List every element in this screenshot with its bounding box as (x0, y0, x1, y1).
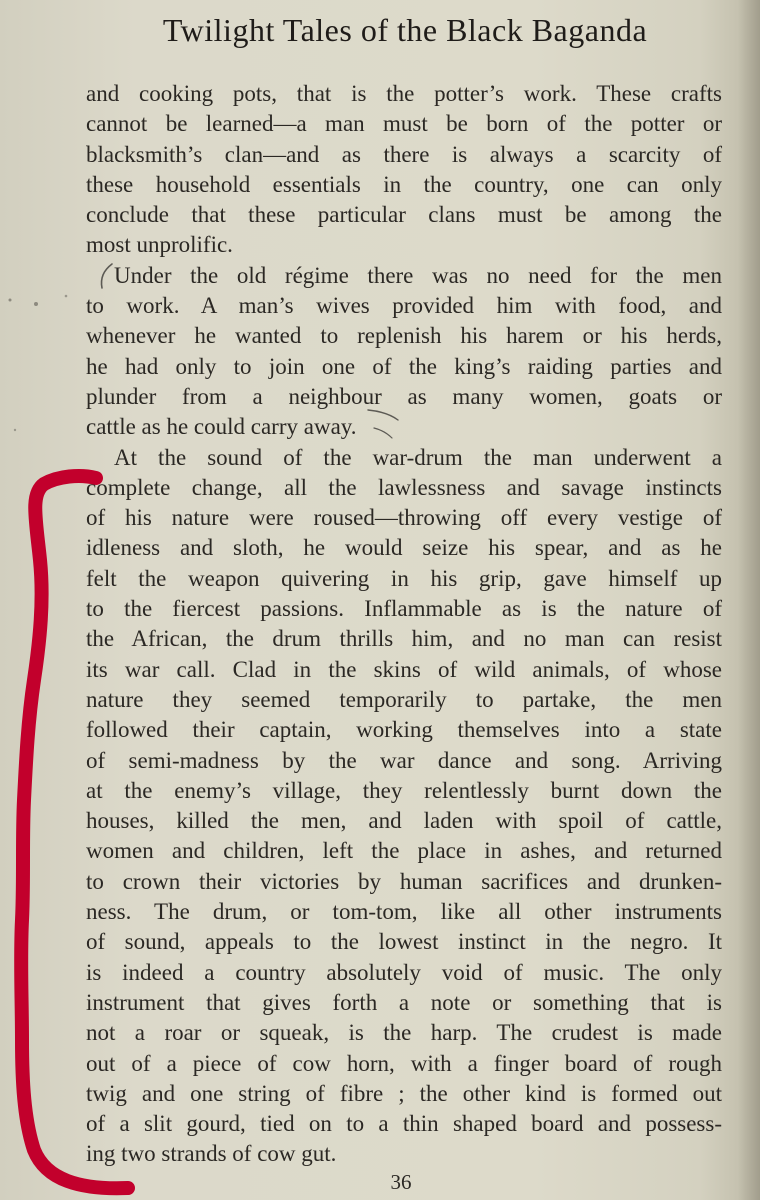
text-line: most unprolific. (86, 232, 233, 258)
text-line: to crown their victories by human sacrifices and drunken- (86, 868, 722, 894)
text-line: of sound, appeals to the lowest instinct in the negro. It (86, 929, 722, 955)
text-line: the African, the drum thrills him, and no man can resist (86, 626, 722, 652)
text-line: ness. The drum, or tom-tom, like all other instruments (86, 899, 722, 925)
text-line: of semi-madness by the war dance and song. Arriving (86, 747, 722, 773)
body-text (86, 79, 722, 1170)
text-line: followed their captain, working themselves into a state (86, 717, 722, 743)
text-line: is indeed a country absolutely void of music. The only (86, 959, 722, 985)
text-line: of a slit gourd, tied on to a thin shaped board and possess- (86, 1111, 722, 1137)
text-line: instrument that gives forth a note or something that is (86, 989, 722, 1015)
text-line: twig and one string of fibre ; the other kind is formed out (86, 1080, 722, 1106)
text-line: cannot be learned—a man must be born of the potter or (86, 111, 722, 137)
text-line: houses, killed the men, and laden with spoil of cattle, (86, 808, 722, 834)
text-line: felt the weapon quivering in his grip, gave himself up (86, 565, 722, 591)
text-line: plunder from a neighbour as many women, goats or (86, 383, 722, 409)
text-line: cattle as he could carry away. (86, 414, 357, 440)
page-number: 36 (390, 1170, 412, 1194)
text-line: to the fiercest passions. Inflammable as is the nature of (86, 596, 722, 622)
text-line: he had only to join one of the king’s raiding parties and (86, 353, 722, 379)
text-line: At the sound of the war-drum the man underwent a (114, 444, 722, 470)
text-line: nature they seemed temporarily to partake, the men (86, 686, 722, 712)
text-line: idleness and sloth, he would seize his spear, and as he (86, 535, 722, 561)
text-line: of his nature were roused—throwing off every vestige of (86, 505, 722, 531)
text-line: its war call. Clad in the skins of wild animals, of whose (86, 656, 722, 682)
text-line: at the enemy’s village, they relentlessly burnt down the (86, 777, 722, 803)
text-line: ing two strands of cow gut. (86, 1141, 337, 1167)
running-head: Twilight Tales of the Black Baganda (162, 12, 648, 48)
text-line: these household essentials in the country, one can only (86, 171, 722, 197)
text-line: conclude that these particular clans must be among the (86, 202, 722, 228)
text-line: and cooking pots, that is the potter’s work. These crafts (86, 81, 722, 106)
text-line: out of a piece of cow horn, with a finger board of rough (86, 1050, 722, 1076)
text-line: whenever he wanted to replenish his harem or his herds, (86, 323, 722, 349)
text-line: blacksmith’s clan—and as there is always a scarcity of (86, 141, 722, 167)
text-line: not a roar or squeak, is the harp. The crudest is made (86, 1020, 722, 1046)
text-line: women and children, left the place in ashes, and returned (86, 838, 722, 864)
text-line: complete change, all the lawlessness and savage instincts (86, 474, 722, 500)
text-line: to work. A man’s wives provided him with food, and (86, 293, 722, 319)
text-line: Under the old régime there was no need for the men (114, 262, 722, 288)
